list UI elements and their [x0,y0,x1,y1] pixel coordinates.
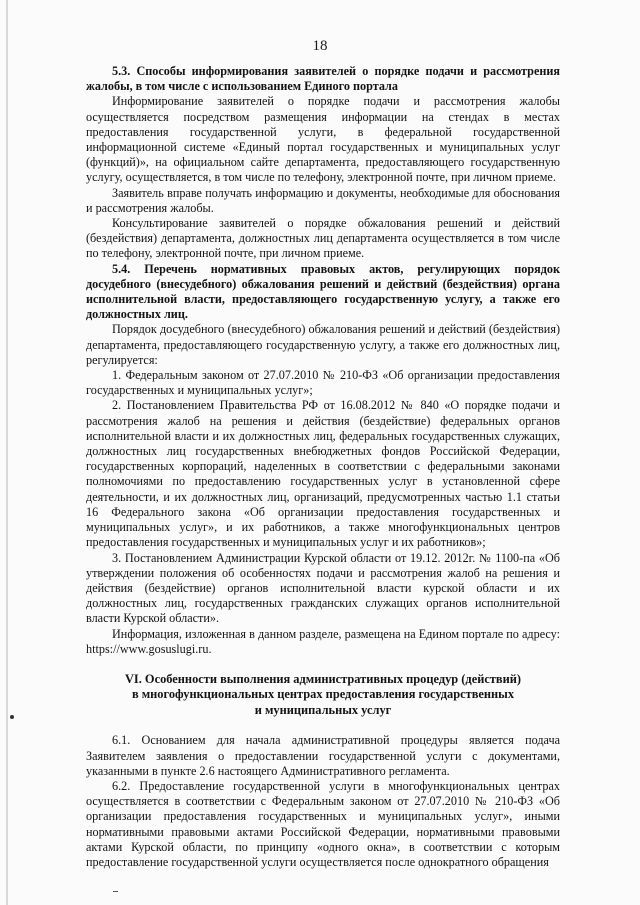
list-item-2: 2. Постановлением Правительства РФ от 16.08.2012 № 840 «О порядке подачи и рассмотрения жалоб на решения и действия (бездействие) федеральных органов исполнительной власти и их должностных лиц, федеральных государственных служащих, должностных лиц государственных внебюджетных фондов Российской Федерации, государственных корпораций, наделенных в соответствии с федеральными законами полномочиями по предоставлению государственных услуг в установленной сфере деятельности, и их должностных лиц, организаций, предусмотренных частью 1.1 статьи 16 Федерального закона «Об организации предоставления государственных и муниципальных услуг», и их работников, а также многофункциональных центров предоставления государственных и муниципальных услуг и их работников»; [86,398,560,550]
section-title-vi-line-2: в многофункциональных центрах предоставления государственных [131,687,515,702]
section-heading-5-4: 5.4. Перечень нормативных правовых актов, регулирующих порядок досудебного (внесудебного) обжалования решений и действий (бездействия) органа исполнительной власти, предоставляющего государственную услугу, а также его должностных лиц. [86,261,560,322]
scan-edge-line [6,0,8,905]
page-number: 18 [312,38,328,54]
paragraph: Информирование заявителей о порядке подачи и рассмотрения жалобы осуществляется посредством размещения информации на стендах в местах предоставления государственной услуги, в федеральной государственной информационной системе «Единый портал государственных и муниципальных услуг (функций)», на официальном сайте департамента, предоставляющего государственную услугу, осуществляется, в том числе по телефону, электронной почте, при личном приеме. [86,94,560,185]
paragraph: Заявитель вправе получать информацию и документы, необходимые для обоснования и рассмотрения жалобы. [86,185,560,215]
scan-mark [113,891,118,892]
list-item-1: 1. Федеральным законом от 27.07.2010 № 210-ФЗ «Об организации предоставления государственных и муниципальных услуг»; [86,368,560,398]
paragraph-6-2: 6.2. Предоставление государственной услуги в многофункциональных центрах осуществляется в соответствии с Федеральным законом от 27.07.2010 № 210-ФЗ «Об организации предоставления государственных и муниципальных услуг», иными нормативными правовыми актами Российской Федерации, нормативными правовыми актами Курской области, по принципу «одного окна», в соответствии с которым предоставление государственной услуги осуществляется после однократного обращения [86,779,560,870]
list-item-3: 3. Постановлением Администрации Курской области от 19.12. 2012г. № 1100-па «Об утверждении положения об особенностях подачи и рассмотрения жалоб на решения и действия (бездействие) органов исполнительной власти курской области и их должностных лиц, государственных гражданских служащих органов исполнительной власти Курской области». [86,550,560,626]
section-heading-5-3: 5.3. Способы информирования заявителей о порядке подачи и рассмотрения жалобы, в том числе с использованием Единого портала [86,64,560,94]
paragraph-6-1: 6.1. Основанием для начала административной процедуры является подача Заявителем заявления о предоставлении государственной услуги с документами, указанными в пункте 2.6 настоящего Административного регламента. [86,733,560,778]
paragraph: Информация, изложенная в данном разделе, размещена на Едином портале по адресу: https://www.gosuslugi.ru. [86,626,560,656]
spacer [86,657,560,672]
paragraph: Порядок досудебного (внесудебного) обжалования решений и действий (бездействия) департамента, предоставляющего государственную услугу, а также его должностных лиц, регулируется: [86,322,560,367]
page-content [86,64,560,870]
spacer [86,718,560,733]
section-title-vi-line-3: и муниципальных услуг [254,702,392,717]
section-title-vi-line-1: VI. Особенности выполнения административных процедур (действий) [124,671,522,686]
paragraph: Консультирование заявителей о порядке обжалования решений и действий (бездействия) департамента, должностных лиц департамента осуществляется в том числе по телефону, электронной почте, при личном приеме. [86,216,560,261]
margin-dot [10,715,14,719]
